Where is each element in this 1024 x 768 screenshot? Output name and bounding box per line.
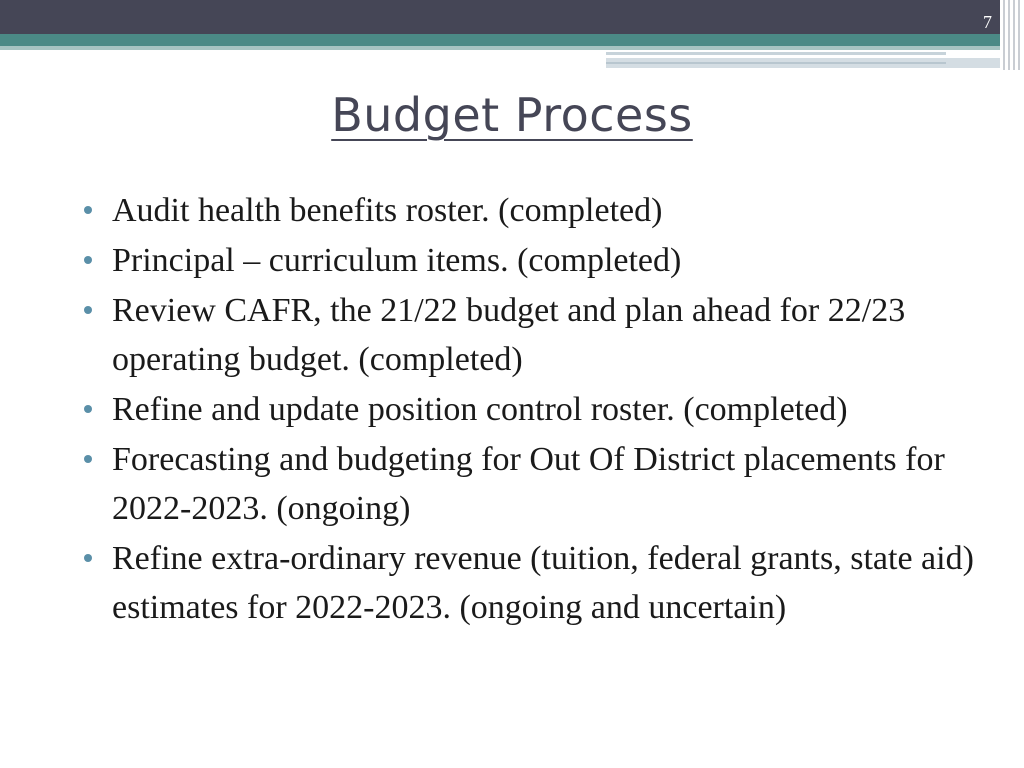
bullet-item bbox=[82, 435, 982, 533]
bullet-dot-icon bbox=[84, 455, 92, 463]
bullet-dot-icon bbox=[84, 256, 92, 264]
bullet-dot-icon bbox=[84, 405, 92, 413]
bullet-item bbox=[82, 385, 982, 434]
bullet-text: Audit health benefits roster. (completed) bbox=[112, 192, 663, 229]
bullet-item bbox=[82, 186, 982, 235]
header-bar-teal bbox=[0, 34, 1000, 46]
bullet-dot-icon bbox=[84, 306, 92, 314]
bullet-list bbox=[82, 186, 982, 633]
header-accent-line-1 bbox=[606, 52, 946, 55]
bullet-text: Refine extra-ordinary revenue (tuition, federal grants, state aid) estimates for 2022-2023. (ongoing and uncertain) bbox=[112, 540, 974, 626]
header-accent-line-2 bbox=[606, 62, 946, 64]
bullet-item bbox=[82, 236, 982, 285]
bullet-dot-icon bbox=[84, 206, 92, 214]
bullet-item bbox=[82, 286, 982, 384]
bullet-text: Review CAFR, the 21/22 budget and plan ahead for 22/23 operating budget. (completed) bbox=[112, 292, 906, 378]
bullet-item bbox=[82, 534, 982, 632]
header-vertical-lines bbox=[1000, 0, 1024, 70]
slide-title: Budget Process bbox=[331, 88, 693, 142]
bullet-dot-icon bbox=[84, 554, 92, 562]
slide-title-container bbox=[0, 88, 1024, 142]
slide-number: 7 bbox=[983, 12, 992, 32]
header-bar-teal-light bbox=[0, 46, 1000, 50]
header-bar-dark bbox=[0, 0, 1000, 34]
bullet-text: Refine and update position control roster. (completed) bbox=[112, 391, 848, 428]
bullet-text: Principal – curriculum items. (completed) bbox=[112, 242, 682, 279]
bullet-text: Forecasting and budgeting for Out Of District placements for 2022-2023. (ongoing) bbox=[112, 441, 945, 527]
